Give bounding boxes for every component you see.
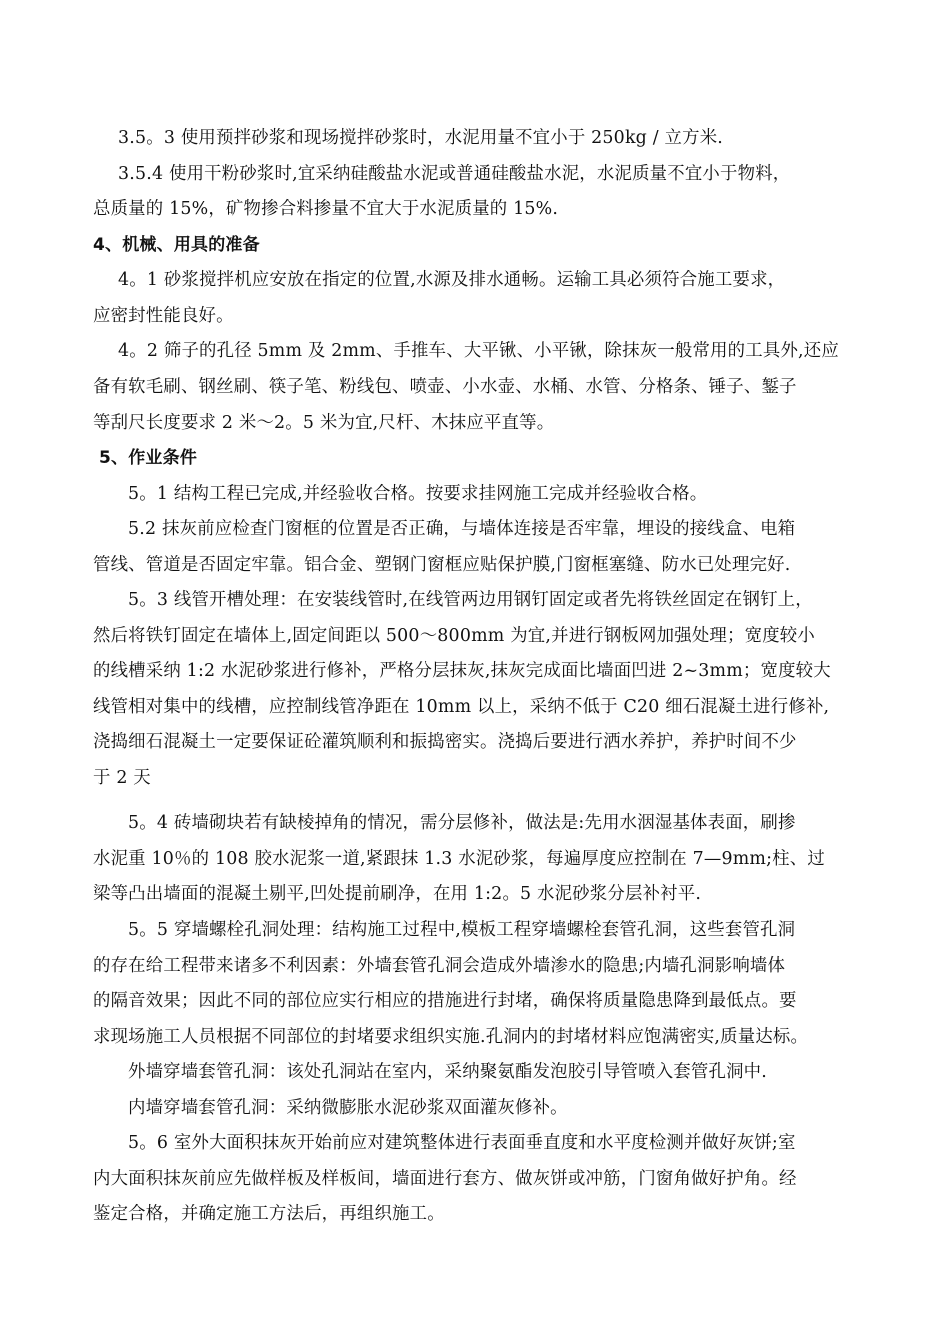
text-line: 水泥重 10％的 108 胶水泥浆一道,紧跟抹 1.3 水泥砂浆，每遍厚度应控制在 7—9mm;柱、过 [93, 849, 825, 869]
text-line: 的存在给工程带来诸多不利因素：外墙套管孔洞会造成外墙渗水的隐患;内墙孔洞影响墙体 [93, 956, 786, 976]
text-line: 的隔音效果；因此不同的部位应实行相应的措施进行封堵，确保将质量隐患降到最低点。要 [93, 991, 797, 1011]
text-line: 5。3 线管开槽处理：在安装线管时,在线管两边用钢钉固定或者先将铁丝固定在钢钉上， [128, 590, 813, 610]
text-line: 5.2 抹灰前应检查门窗框的位置是否正确，与墙体连接是否牢靠，埋设的接线盒、电箱 [128, 519, 796, 539]
section-heading: 4、机械、用具的准备 [93, 235, 260, 255]
text-line: 内大面积抹灰前应先做样板及样板间，墙面进行套方、做灰饼或冲筋，门窗角做好护角。经 [93, 1169, 797, 1189]
text-line: 应密封性能良好。 [93, 306, 234, 326]
text-line: 5。6 室外大面积抹灰开始前应对建筑整体进行表面垂直度和水平度检测并做好灰饼;室 [128, 1133, 796, 1153]
text-line: 5。1 结构工程已完成,并经验收合格。按要求挂网施工完成并经验收合格。 [128, 484, 708, 504]
text-line: 然后将铁钉固定在墙体上,固定间距以 500～800mm 为宜,并进行钢板网加强处理；宽度较小 [93, 626, 815, 646]
text-line: 的线槽采纳 1:2 水泥砂浆进行修补，严格分层抹灰,抹灰完成面比墙面凹进 2~3mm；宽度较大 [93, 661, 831, 681]
text-line: 外墙穿墙套管孔洞：该处孔洞站在室内，采纳聚氨酯发泡胶引导管喷入套管孔洞中. [128, 1062, 767, 1082]
text-line: 备有软毛刷、钢丝刷、筷子笔、粉线包、喷壶、小水壶、水桶、水管、分格条、锤子、錾子 [93, 377, 797, 397]
text-line: 梁等凸出墙面的混凝土剔平,凹处提前刷净，在用 1:2。5 水泥砂浆分层补衬平. [93, 884, 702, 904]
text-line: 3.5。3 使用预拌砂浆和现场搅拌砂浆时，水泥用量不宜小于 250kg / 立方米. [118, 128, 724, 148]
text-line: 鉴定合格，并确定施工方法后，再组织施工。 [93, 1204, 445, 1224]
text-line: 4。2 筛子的孔径 5mm 及 2mm、手推车、大平锹、小平锹，除抹灰一般常用的工具外,还应 [118, 341, 839, 361]
text-line: 内墙穿墙套管孔洞：采纳微膨胀水泥砂浆双面灌灰修补。 [128, 1098, 568, 1118]
text-line: 等刮尺长度要求 2 米～2。5 米为宜,尺杆、木抹应平直等。 [93, 413, 555, 433]
section-heading: 5、作业条件 [99, 448, 198, 468]
text-line: 于 2 天 [93, 768, 151, 788]
text-line: 线管相对集中的线槽，应控制线管净距在 10mm 以上，采纳不低于 C20 细石混凝土进行修补, [93, 697, 830, 717]
text-line: 5。4 砖墙砌块若有缺棱掉角的情况，需分层修补，做法是:先用水洇湿基体表面，刷掺 [128, 813, 796, 833]
text-line: 浇捣细石混凝土一定要保证砼灌筑顺利和振捣密实。浇捣后要进行洒水养护，养护时间不少 [93, 732, 797, 752]
text-line: 总质量的 15%，矿物掺合料掺量不宜大于水泥质量的 15%. [93, 199, 559, 219]
text-line: 3.5.4 使用干粉砂浆时,宜采纳硅酸盐水泥或普通硅酸盐水泥，水泥质量不宜小于物料， [118, 164, 791, 184]
text-line: 管线、管道是否固定牢靠。铝合金、塑钢门窗框应贴保护膜,门窗框塞缝、防水已处理完好. [93, 555, 791, 575]
text-line: 4。1 砂浆搅拌机应安放在指定的位置,水源及排水通畅。运输工具必须符合施工要求， [118, 270, 786, 290]
text-line: 求现场施工人员根据不同部位的封堵要求组织实施.孔洞内的封堵材料应饱满密实,质量达标。 [93, 1027, 809, 1047]
text-line: 5。5 穿墙螺栓孔洞处理：结构施工过程中,模板工程穿墙螺栓套管孔洞，这些套管孔洞 [128, 920, 796, 940]
